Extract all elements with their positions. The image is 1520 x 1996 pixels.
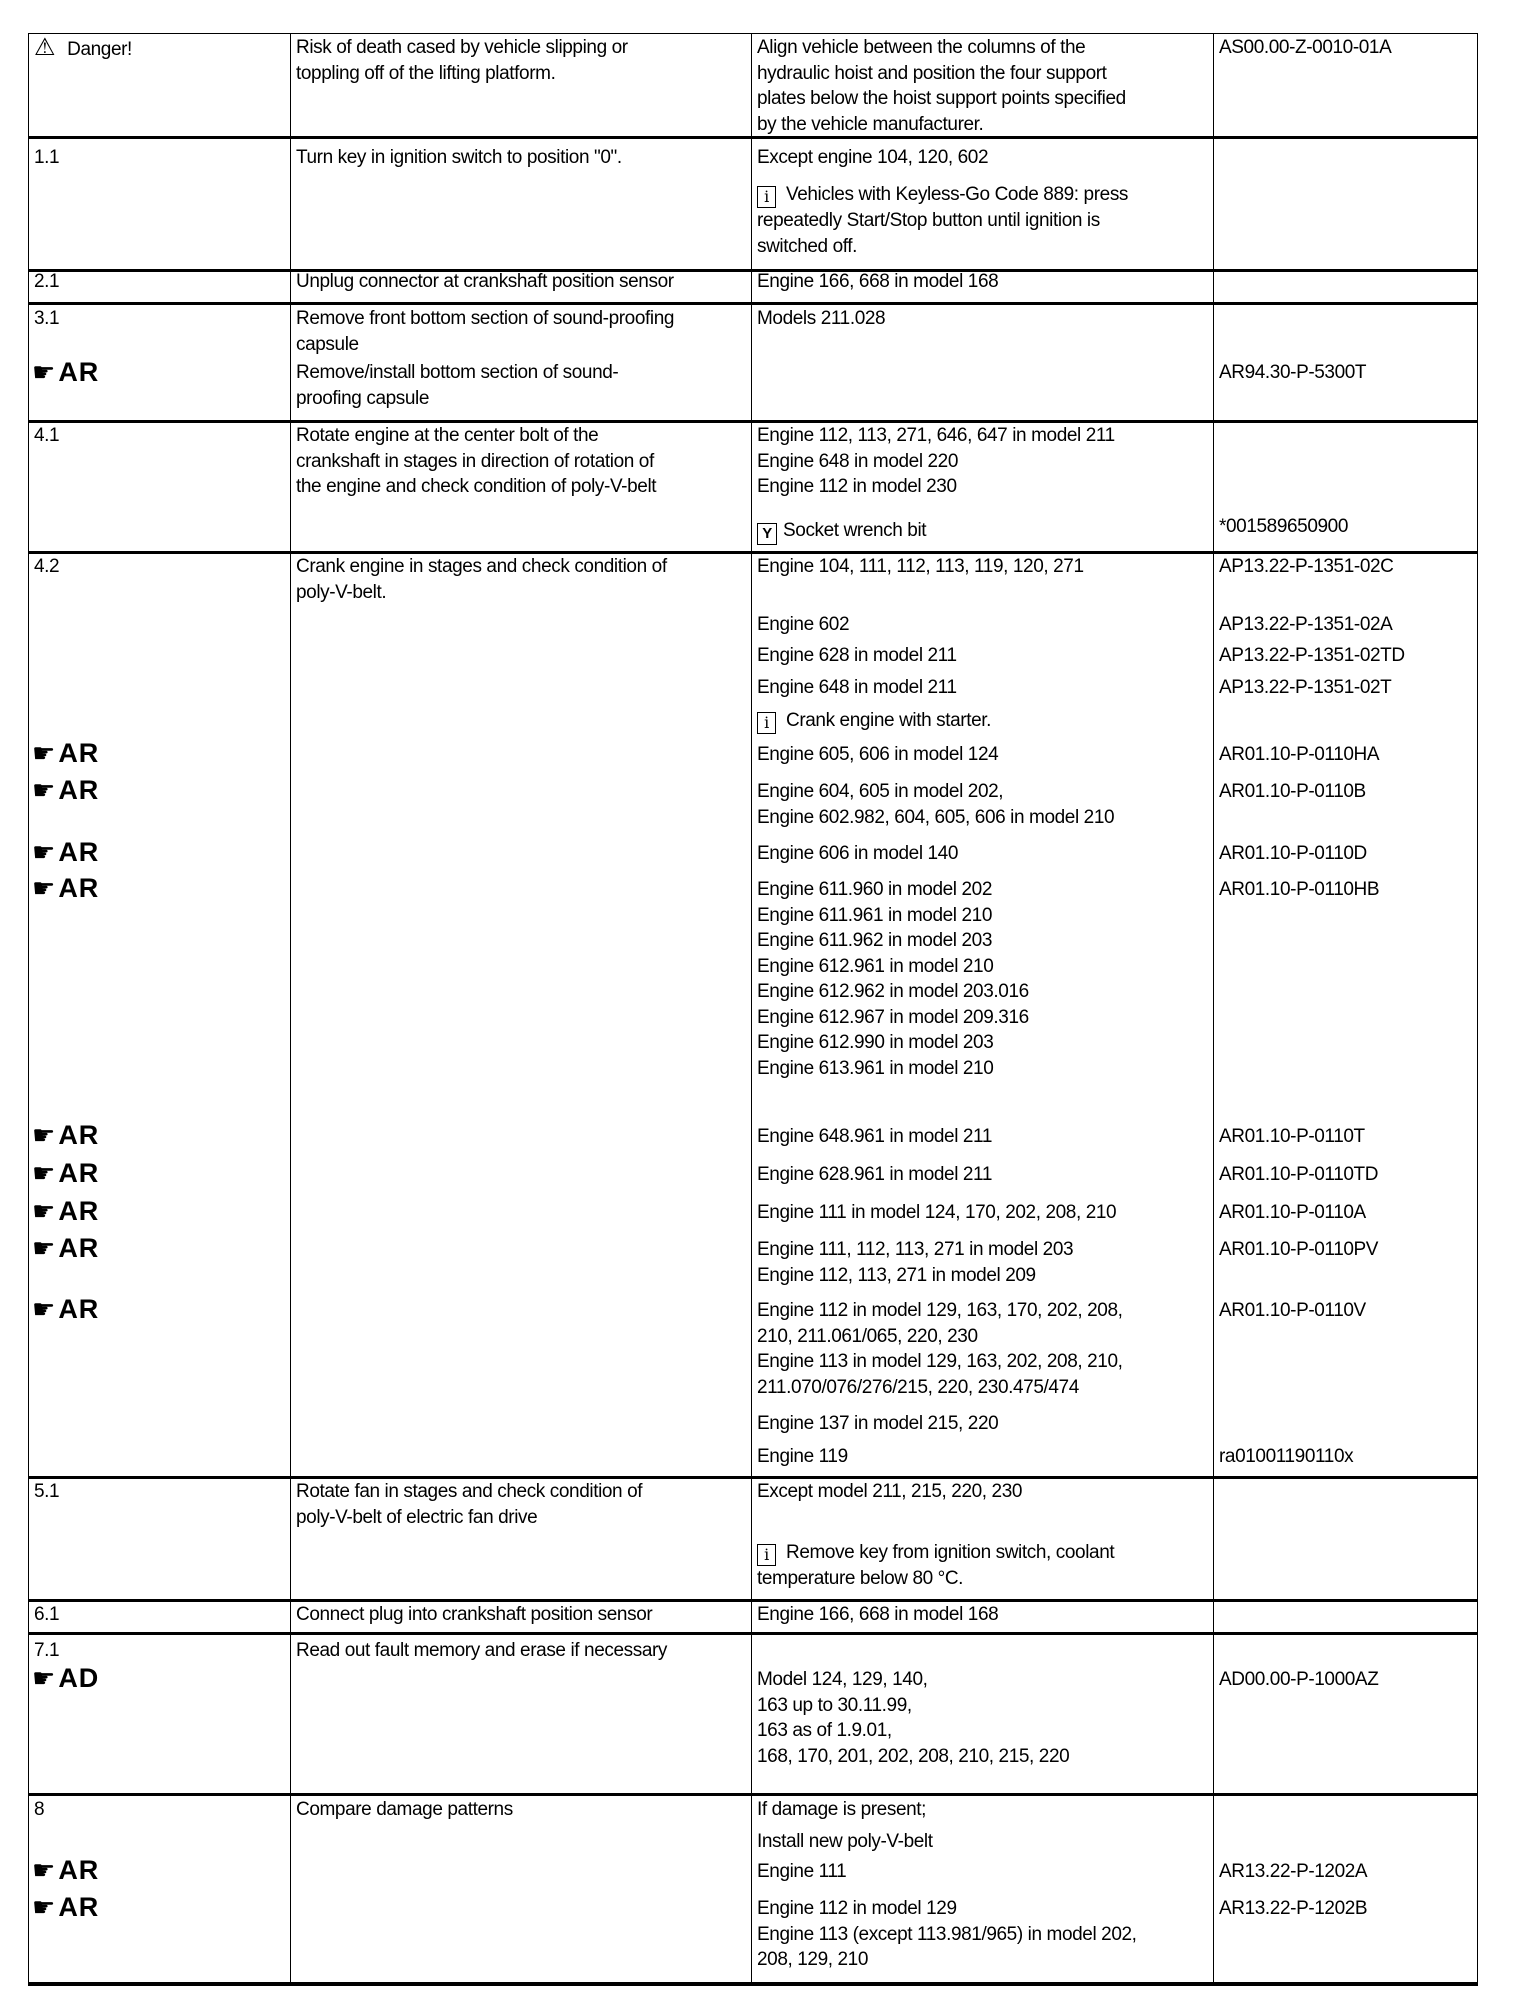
ad-label: AD [58, 1663, 100, 1693]
row-divider [28, 136, 1478, 139]
table-border-left [28, 33, 29, 1985]
condition: Engine 111 in model 124, 170, 202, 208, 210 [757, 1202, 1117, 1223]
condition: Engine 112 in model 129, 163, 170, 202, 208, 210, 211.061/065, 220, 230 Engine 113 in model 129, 163, 202, 208, 210, 211.070/076/276/215, 220, 230.475/474 [757, 1300, 1123, 1398]
info-icon: i [757, 712, 776, 734]
info-icon: i [757, 1544, 776, 1566]
warning-triangle-icon: ⚠ [34, 34, 56, 61]
condition: Engine 605, 606 in model 124 [757, 744, 999, 765]
condition: Engine 648 in model 211 [757, 677, 957, 698]
step-description: Rotate engine at the center bolt of the crankshaft in stages in direction of rotation of the engine and check condition of poly-V-belt [296, 425, 657, 497]
document-ref[interactable]: AR01.10-P-0110D [1219, 843, 1367, 864]
tool-text: Socket wrench bit [783, 520, 927, 541]
ar-label: AR [58, 738, 100, 768]
condition: Engine 628 in model 211 [757, 645, 957, 666]
step-description: Remove front bottom section of sound-proofing capsule [296, 308, 675, 355]
condition: Engine 119 [757, 1446, 848, 1467]
ar-label: AR [58, 1233, 100, 1263]
step-number: 4.2 [34, 556, 60, 577]
ar-reference-link[interactable] [32, 775, 99, 805]
condition: Engine 611.960 in model 202 Engine 611.961 in model 210 Engine 611.962 in model 203 Engine 612.961 in model 210 Engine 612.962 in model 203.016 Engine 612.967 in model 209.316 Engine 612.990 in model 203 Engine 613.961 in model 210 [757, 879, 1029, 1079]
ar-label: AR [58, 1196, 100, 1226]
pointing-hand-icon: ☛ [32, 738, 57, 768]
document-ref[interactable]: AR01.10-P-0110V [1219, 1300, 1366, 1321]
note-text: Crank engine with starter. [786, 710, 992, 731]
step-number: 8 [34, 1799, 45, 1820]
condition: Engine 166, 668 in model 168 [757, 1604, 999, 1625]
pointing-hand-icon: ☛ [32, 873, 57, 903]
step-description: Read out fault memory and erase if necessary [296, 1640, 668, 1661]
danger-text: Danger! [67, 39, 132, 60]
row-divider [28, 302, 1478, 305]
pointing-hand-icon: ☛ [32, 837, 57, 867]
table-border-right [1477, 33, 1478, 1985]
step-number: 2.1 [34, 271, 60, 292]
row-divider [28, 1599, 1478, 1602]
ar-label: AR [58, 775, 100, 805]
document-ref[interactable]: AR01.10-P-0110TD [1219, 1164, 1379, 1185]
pointing-hand-icon: ☛ [32, 1158, 57, 1188]
condition: Except engine 104, 120, 602 [757, 147, 989, 168]
note-text: Vehicles with Keyless-Go Code 889: press repeatedly Start/Stop button until ignition is switched off. [757, 184, 1129, 257]
pointing-hand-icon: ☛ [32, 775, 57, 805]
pointing-hand-icon: ☛ [32, 1663, 57, 1693]
column-divider [751, 33, 752, 1985]
ar-label: AR [58, 873, 100, 903]
condition: Engine 648.961 in model 211 [757, 1126, 992, 1147]
ar-reference-link[interactable] [32, 1233, 99, 1263]
document-ref[interactable]: AP13.22-P-1351-02TD [1219, 645, 1405, 666]
danger-risk: Risk of death cased by vehicle slipping or toppling off of the lifting platform. [296, 37, 628, 84]
document-ref[interactable]: AR01.10-P-0110B [1219, 781, 1366, 802]
ar-reference-link[interactable] [32, 1294, 99, 1324]
condition: Engine 111 [757, 1861, 847, 1882]
note-text: Remove key from ignition switch, coolant temperature below 80 °C. [757, 1542, 1115, 1589]
ar-reference-link[interactable] [32, 357, 99, 387]
ar-reference-link[interactable] [32, 1892, 99, 1922]
step-description: Rotate fan in stages and check condition of poly-V-belt of electric fan drive [296, 1481, 643, 1528]
step-description: Connect plug into crankshaft position sensor [296, 1604, 653, 1625]
column-divider [290, 33, 291, 1985]
ar-reference-link[interactable] [32, 1120, 99, 1150]
condition: Engine 166, 668 in model 168 [757, 271, 999, 292]
ar-reference-link[interactable] [32, 738, 99, 768]
ar-reference-link[interactable] [32, 873, 99, 903]
row-divider [28, 269, 1478, 272]
step-number: 1.1 [34, 147, 60, 168]
document-ref[interactable]: AR01.10-P-0110PV [1219, 1239, 1379, 1260]
condition: Engine 112, 113, 271, 646, 647 in model 211 Engine 648 in model 220 Engine 112 in model 230 [757, 425, 1115, 497]
step-number: 7.1 [34, 1640, 60, 1661]
tool-note [757, 518, 926, 545]
step-description: Compare damage patterns [296, 1799, 513, 1820]
document-ref[interactable]: AR01.10-P-0110T [1219, 1126, 1365, 1147]
condition: Engine 137 in model 215, 220 [757, 1413, 999, 1434]
step-number: 4.1 [34, 425, 60, 446]
danger-ref: AS00.00-Z-0010-01A [1219, 37, 1392, 58]
pointing-hand-icon: ☛ [32, 1196, 57, 1226]
ad-reference-link[interactable] [32, 1663, 99, 1693]
ar-reference-link[interactable] [32, 1158, 99, 1188]
condition: Models 211.028 [757, 308, 886, 329]
document-ref[interactable]: AR01.10-P-0110HB [1219, 879, 1380, 900]
document-ref[interactable]: AR01.10-P-0110HA [1219, 744, 1380, 765]
document-ref[interactable]: AR01.10-P-0110A [1219, 1202, 1366, 1223]
ar-label: AR [58, 1855, 100, 1885]
document-ref[interactable]: AP13.22-P-1351-02A [1219, 614, 1393, 635]
step-number: 5.1 [34, 1481, 60, 1502]
ar-reference-link[interactable] [32, 1196, 99, 1226]
table-border-bottom [28, 1982, 1478, 1986]
pointing-hand-icon: ☛ [32, 1120, 57, 1150]
tool-number: *001589650900 [1219, 516, 1348, 537]
pointing-hand-icon: ☛ [32, 1855, 57, 1885]
ar-label: AR [58, 1294, 100, 1324]
step-description: Turn key in ignition switch to position "0". [296, 147, 622, 168]
condition: Engine 104, 111, 112, 113, 119, 120, 271 [757, 556, 1084, 577]
danger-action: Align vehicle between the columns of the hydraulic hoist and position the four support plates below the hoist support points specified by the vehicle manufacturer. [757, 37, 1126, 135]
condition: Engine 628.961 in model 211 [757, 1164, 992, 1185]
ar-label: AR [58, 1892, 100, 1922]
step-description: Unplug connector at crankshaft position sensor [296, 271, 674, 292]
danger-label [34, 35, 132, 63]
condition: Install new poly-V-belt [757, 1831, 933, 1852]
condition: Engine 602 [757, 614, 850, 635]
tool-icon: Y [757, 523, 777, 545]
info-icon: i [757, 186, 776, 208]
ar-label: AR [58, 357, 100, 387]
row-divider [28, 33, 1478, 34]
step-description: Crank engine in stages and check condition of poly-V-belt. [296, 556, 667, 603]
pointing-hand-icon: ☛ [32, 357, 57, 387]
ar-label: AR [58, 1120, 100, 1150]
step-description: Remove/install bottom section of sound- proofing capsule [296, 362, 619, 409]
row-divider [28, 1793, 1478, 1796]
step-number: 3.1 [34, 308, 60, 329]
pointing-hand-icon: ☛ [32, 1294, 57, 1324]
document-ref[interactable]: AP13.22-P-1351-02T [1219, 677, 1392, 698]
row-divider [28, 1632, 1478, 1635]
condition: Model 124, 129, 140, 163 up to 30.11.99, 163 as of 1.9.01, 168, 170, 201, 202, 208, 210, 215, 220 [757, 1669, 1070, 1767]
condition: Engine 111, 112, 113, 271 in model 203 Engine 112, 113, 271 in model 209 [757, 1239, 1074, 1286]
document-ref[interactable]: AR94.30-P-5300T [1219, 362, 1367, 383]
condition: Except model 211, 215, 220, 230 [757, 1481, 1023, 1502]
ar-reference-link[interactable] [32, 837, 99, 867]
step-number: 6.1 [34, 1604, 60, 1625]
info-note [757, 708, 991, 734]
row-divider [28, 420, 1478, 423]
info-note [757, 182, 1128, 259]
ar-label: AR [58, 1158, 100, 1188]
ar-label: AR [58, 837, 100, 867]
document-ref[interactable]: AR13.22-P-1202B [1219, 1898, 1368, 1919]
condition: If damage is present; [757, 1799, 927, 1820]
row-divider [28, 1476, 1478, 1479]
ar-reference-link[interactable] [32, 1855, 99, 1885]
pointing-hand-icon: ☛ [32, 1233, 57, 1263]
condition: Engine 604, 605 in model 202, Engine 602.982, 604, 605, 606 in model 210 [757, 781, 1115, 828]
condition: Engine 112 in model 129 Engine 113 (except 113.981/965) in model 202, 208, 129, 210 [757, 1898, 1137, 1970]
pointing-hand-icon: ☛ [32, 1892, 57, 1922]
condition: Engine 606 in model 140 [757, 843, 959, 864]
document-ref[interactable]: AD00.00-P-1000AZ [1219, 1669, 1379, 1690]
info-note [757, 1540, 1114, 1592]
column-divider [1213, 33, 1214, 1985]
document-ref[interactable]: AP13.22-P-1351-02C [1219, 556, 1394, 577]
document-ref[interactable]: ra01001190110x [1219, 1446, 1354, 1467]
document-ref[interactable]: AR13.22-P-1202A [1219, 1861, 1368, 1882]
